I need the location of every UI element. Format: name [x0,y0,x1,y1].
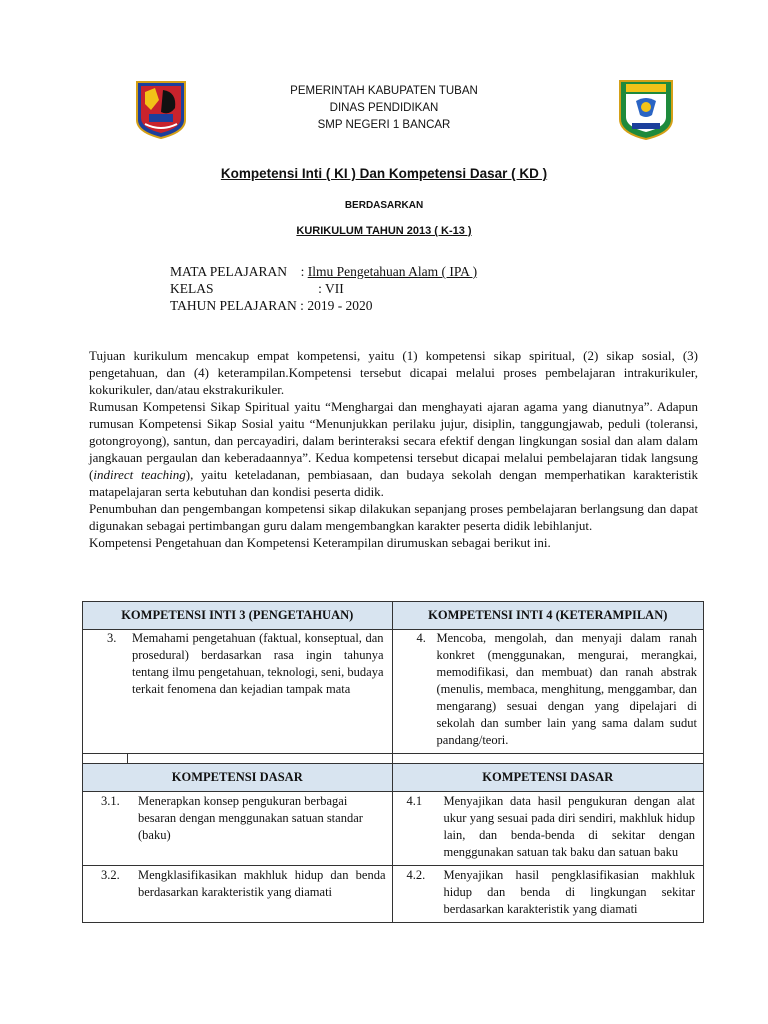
meta-subject-row: MATA PELAJARAN : Ilmu Pengetahuan Alam ( IPA ) [170,264,478,279]
kd-row [83,866,704,923]
kd-right-number: 4.1 [406,794,423,808]
paragraph-attitude [89,398,698,500]
paragraph-intro-table: Kompetensi Pengetahuan dan Kompetensi Keterampilan dirumuskan sebagai berikut ini. [89,535,551,550]
letterhead-government: PEMERINTAH KABUPATEN TUBAN [290,85,478,97]
subject-meta [170,263,477,314]
document-subtitle: BERDASARKAN [344,200,424,211]
meta-year-value: 2019 - 2020 [307,298,373,313]
spacer-cell-left [83,754,393,764]
meta-class-label: KELAS [170,281,214,296]
kd-right-number: 4.2. [406,868,426,882]
paragraph-attitude-italic: indirect teaching [93,467,186,482]
kd-left-cell [83,792,393,866]
meta-year-row: TAHUN PELAJARAN : 2019 - 2020 [170,298,373,313]
ki-content-row [83,630,704,754]
paragraph-development: Penumbuhan dan pengembangan kompetensi sikap dilakukan sepanjang proses pembelajaran berlangsung dan dapat digunakan sebagai pertimbangan guru dalam mengembangkan karakter peserta didik lebihlanjut. [89,501,698,533]
kd-header-right: KOMPETENSI DASAR [392,764,703,792]
letterhead-school: SMP NEGERI 1 BANCAR [317,119,451,131]
meta-year-label: TAHUN PELAJARAN [170,298,297,313]
letterhead [0,83,768,134]
meta-subject-value: Ilmu Pengetahuan Alam ( IPA ) [307,264,478,279]
kd-right-text: Menyajikan hasil pengklasifikasian makhluk hidup dan benda di lingkungan sekitar berdasarkan karakteristik yang diamati [443,868,695,916]
letterhead-department: DINAS PENDIDIKAN [329,102,439,114]
spacer-row [83,754,704,764]
kd-row [83,792,704,866]
ki3-header: KOMPETENSI INTI 3 (PENGETAHUAN) [83,602,393,630]
ki4-number: 4. [416,631,426,645]
curriculum-title: KURIKULUM TAHUN 2013 ( K-13 ) [296,225,472,237]
kd-left-number: 3.2. [101,868,120,882]
ki3-text: Memahami pengetahuan (faktual, konseptual, dan prosedural) berdasarkan rasa ingin tahunya tentang ilmu pengetahuan, teknologi, seni, budaya terkait fenomena dan kejadian tampak mata [132,631,384,696]
ki4-header: KOMPETENSI INTI 4 (KETERAMPILAN) [392,602,703,630]
ki4-text: Mencoba, mengolah, dan menyaji dalam ranah konkret (menggunakan, mengurai, merangkai, memodifikasi, dan membuat) dan ranah abstrak (menulis, membaca, menghitung, menggambar, dan mengarang) sesuai dengan yang dipelajari di sekolah dan sumber lain yang sama dalam sudut pandang/teori. [436,631,697,747]
spacer-cell-right [392,754,703,764]
kd-left-text: Mengklasifikasikan makhluk hidup dan benda berdasarkan karakteristik yang diamati [138,868,386,899]
kd-right-cell [392,866,703,923]
kd-right-text: Menyajikan data hasil pengukuran dengan alat ukur yang sesuai pada diri sendiri, makhluk hidup lain, dan benda-benda di sekitar dengan menggunakan satuan tak baku dan satuan baku [443,794,695,859]
kd-left-cell [83,866,393,923]
meta-subject-label: MATA PELAJARAN [170,264,288,279]
kd-left-text: Menerapkan konsep pengukuran berbagai besaran dengan menggunakan satuan standar (baku) [138,794,363,842]
kd-header-row [83,764,704,792]
competency-table [82,601,704,923]
paragraph-objectives: Tujuan kurikulum mencakup empat kompetensi, yaitu (1) kompetensi sikap spiritual, (2) sikap sosial, (3) pengetahuan, dan (4) keterampilan.Kompetensi tersebut dicapai melalui proses pembelajaran intrakurikuler, kokurikuler, dan/atau ekstrakurikuler. [89,348,698,397]
paragraph-attitude-part1: Rumusan Kompetensi Sikap Spiritual yaitu “Menghargai dan menghayati ajaran agama yang dianutnya”. Adapun rumusan Kompetensi Sikap Sosial yaitu “Menunjukkan perilaku jujur, disiplin, tanggungjawab, peduli (toleransi, gotongroyong), santun, dan percayadiri, dalam berinteraksi secara efektif dengan lingkungan sosial dan alam dalam jangkauan pergaulan dan keberadaannya”. Kedua kompetensi tersebut dicapai melalui pembelajaran tidak langsung ( [89,399,698,482]
ki-header-row [83,602,704,630]
ki4-cell [392,630,703,754]
paragraph-attitude-part2: ), yaitu keteladanan, pembiasaan, dan budaya sekolah dengan memperhatikan karakteristik matapelajaran serta kebutuhan dan kondisi peserta didik. [89,467,698,499]
ki3-number: 3. [107,631,117,645]
body-text [89,347,698,551]
kd-right-cell [392,792,703,866]
document-title: Kompetensi Inti ( KI ) Dan Kompetensi Dasar ( KD ) [220,166,548,181]
meta-class-row: KELAS : VII [170,281,344,296]
kd-header-left: KOMPETENSI DASAR [83,764,393,792]
meta-class-value: VII [325,281,344,296]
ki3-cell [83,630,393,754]
kd-left-number: 3.1. [101,794,120,808]
